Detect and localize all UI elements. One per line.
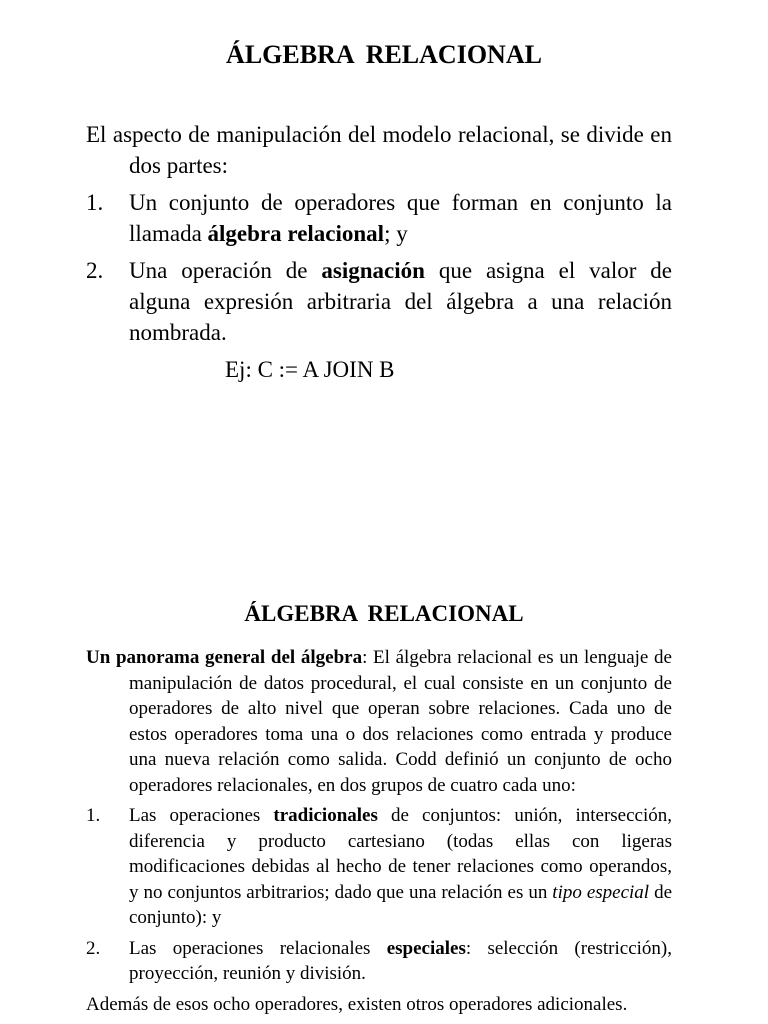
item-text: Las operaciones relacionales (129, 937, 387, 959)
slide1-list-item-2 (86, 255, 672, 348)
list-number: 2. (86, 258, 104, 283)
list-number: 1. (86, 805, 101, 826)
slide2-intro-paragraph (86, 645, 672, 798)
list-number: 2. (86, 937, 101, 959)
item-bold-term: asignación (321, 258, 425, 283)
item-text: de conjunto): y (129, 881, 673, 928)
item-text: que asigna el valor de alguna expresión arbitraria del álgebra a una relación nombrada. (129, 258, 673, 345)
slide2-body (86, 645, 672, 1017)
item-bold-term: álgebra relacional (207, 221, 385, 246)
item-text: de conjuntos: unión, intersección, diferencia y producto cartesiano (todas ellas con ligeras modificaciones debidas al hecho de tener relaciones como operandos, y no conjuntos arbitrarios; dado que una relación es un (129, 805, 672, 903)
item-bold-term: especiales (386, 937, 466, 959)
item-text: : selección (restricción), proyección, reunión y división. (129, 937, 672, 984)
slide1-title: ÁLGEBRA RELACIONAL (226, 40, 542, 69)
item-text: Una operación de (129, 258, 322, 283)
slide2-list-item-2 (86, 936, 672, 987)
slide1-intro-paragraph: El aspecto de manipulación del modelo relacional, se divide en dos partes: (86, 122, 672, 178)
item-text: ; y (384, 221, 408, 246)
intro-bold-term: Un panorama general del álgebra (86, 647, 363, 668)
slide2-list-item-1 (86, 803, 672, 931)
trailing-paragraph: Además de esos ocho operadores, existen otros operadores adicionales. (86, 993, 628, 1015)
item-italic-term: tipo especial (552, 881, 650, 903)
slide2-title: ÁLGEBRA RELACIONAL (244, 601, 524, 626)
slide1-body (86, 119, 672, 385)
item-text: Un conjunto de operadores que forman en conjunto la llamada (129, 190, 672, 246)
intro-text: : El álgebra relacional es un lenguaje de manipulación de datos procedural, el cual consiste en un conjunto de operadores de alto nivel que operan sobre relaciones. Cada uno de estos operadores toma una o dos relaciones como entrada y produce una nueva relación como salida. Codd definió un conjunto de ocho operadores relacionales, en dos grupos de cuatro cada uno: (129, 647, 672, 796)
item-text: Las operaciones (129, 805, 274, 826)
item-bold-term: tradicionales (273, 805, 378, 826)
example-expression: Ej: C := A JOIN B (225, 357, 395, 382)
slide1-list-item-1 (86, 187, 672, 249)
list-number: 1. (86, 190, 104, 215)
